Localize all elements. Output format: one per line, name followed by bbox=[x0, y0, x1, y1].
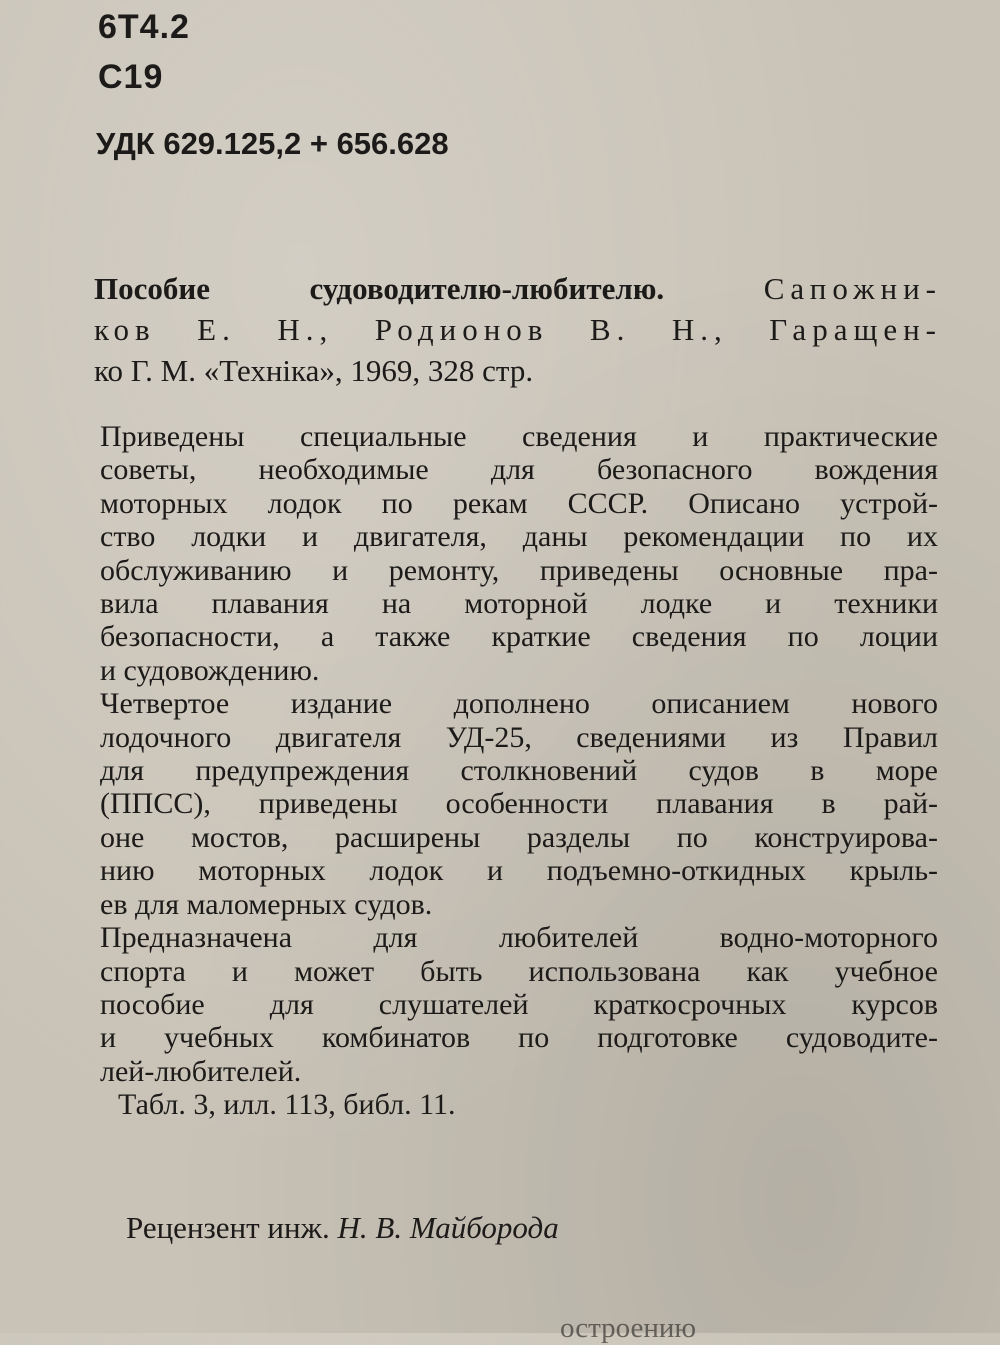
abstract-line: спорта и может быть использована как учебное bbox=[100, 954, 938, 988]
abstract-line: ство лодки и двигателя, даны рекомендации по их bbox=[100, 520, 938, 554]
abstract-line: Четвертое издание дополнено описанием нового bbox=[100, 687, 938, 721]
classification-code-2: С19 bbox=[98, 58, 164, 96]
abstract-line: моторных лодок по рекам СССР. Описано устрой- bbox=[100, 486, 938, 520]
abstract-line: обслуживанию и ремонту, приведены основные пра- bbox=[100, 553, 938, 587]
abstract-line: безопасности, а также краткие сведения по лоции bbox=[100, 620, 938, 654]
abstract-line: пособие для слушателей краткосрочных курсов bbox=[100, 987, 938, 1021]
authors-line-2: ков Е. Н., Родионов В. Н., Гаращен- bbox=[94, 312, 942, 347]
abstract-line: (ППСС), приведены особенности плавания в рай- bbox=[100, 787, 938, 821]
tables-illustrations-line: Табл. 3, илл. 113, библ. 11. bbox=[118, 1088, 456, 1122]
authors-line-1: Сапожни- bbox=[763, 271, 942, 306]
classification-code-1: 6Т4.2 bbox=[98, 8, 190, 46]
abstract-line: и судовождению. bbox=[100, 653, 320, 687]
abstract-line: и учебных комбинатов по подготовке судоводите- bbox=[100, 1021, 938, 1055]
reviewer-line bbox=[126, 1210, 559, 1246]
abstract-line: советы, необходимые для безопасного вождения bbox=[100, 453, 938, 487]
abstract-line: лодочного двигателя УД-25, сведениями из Правил bbox=[100, 720, 938, 754]
abstract-line: ев для маломерных судов. bbox=[100, 887, 433, 921]
abstract-line: лей-любителей. bbox=[100, 1054, 302, 1088]
book-title: Пособие судоводителю-любителю. bbox=[94, 271, 665, 306]
publisher-line: ко Г. М. «Технiка», 1969, 328 стр. bbox=[94, 353, 534, 388]
abstract-line: для предупреждения столкновений судов в море bbox=[100, 754, 938, 788]
abstract-line: Приведены специальные сведения и практические bbox=[100, 420, 938, 453]
udk-code: УДК 629.125,2 + 656.628 bbox=[96, 126, 449, 161]
abstract bbox=[100, 420, 938, 1122]
bibliographic-entry bbox=[94, 268, 942, 391]
reviewer-name: Н. В. Майборода bbox=[337, 1210, 559, 1245]
abstract-line: вила плавания на моторной лодке и техники bbox=[100, 587, 938, 621]
reviewer-label: Рецензент инж. bbox=[126, 1210, 330, 1245]
abstract-line: нию моторных лодок и подъемно-откидных крыль- bbox=[100, 854, 938, 888]
abstract-line: Предназначена для любителей водно-моторного bbox=[100, 921, 938, 955]
abstract-line: оне мостов, расширены разделы по конструирова- bbox=[100, 820, 938, 854]
bottom-cutoff-text: остроению bbox=[560, 1312, 697, 1344]
